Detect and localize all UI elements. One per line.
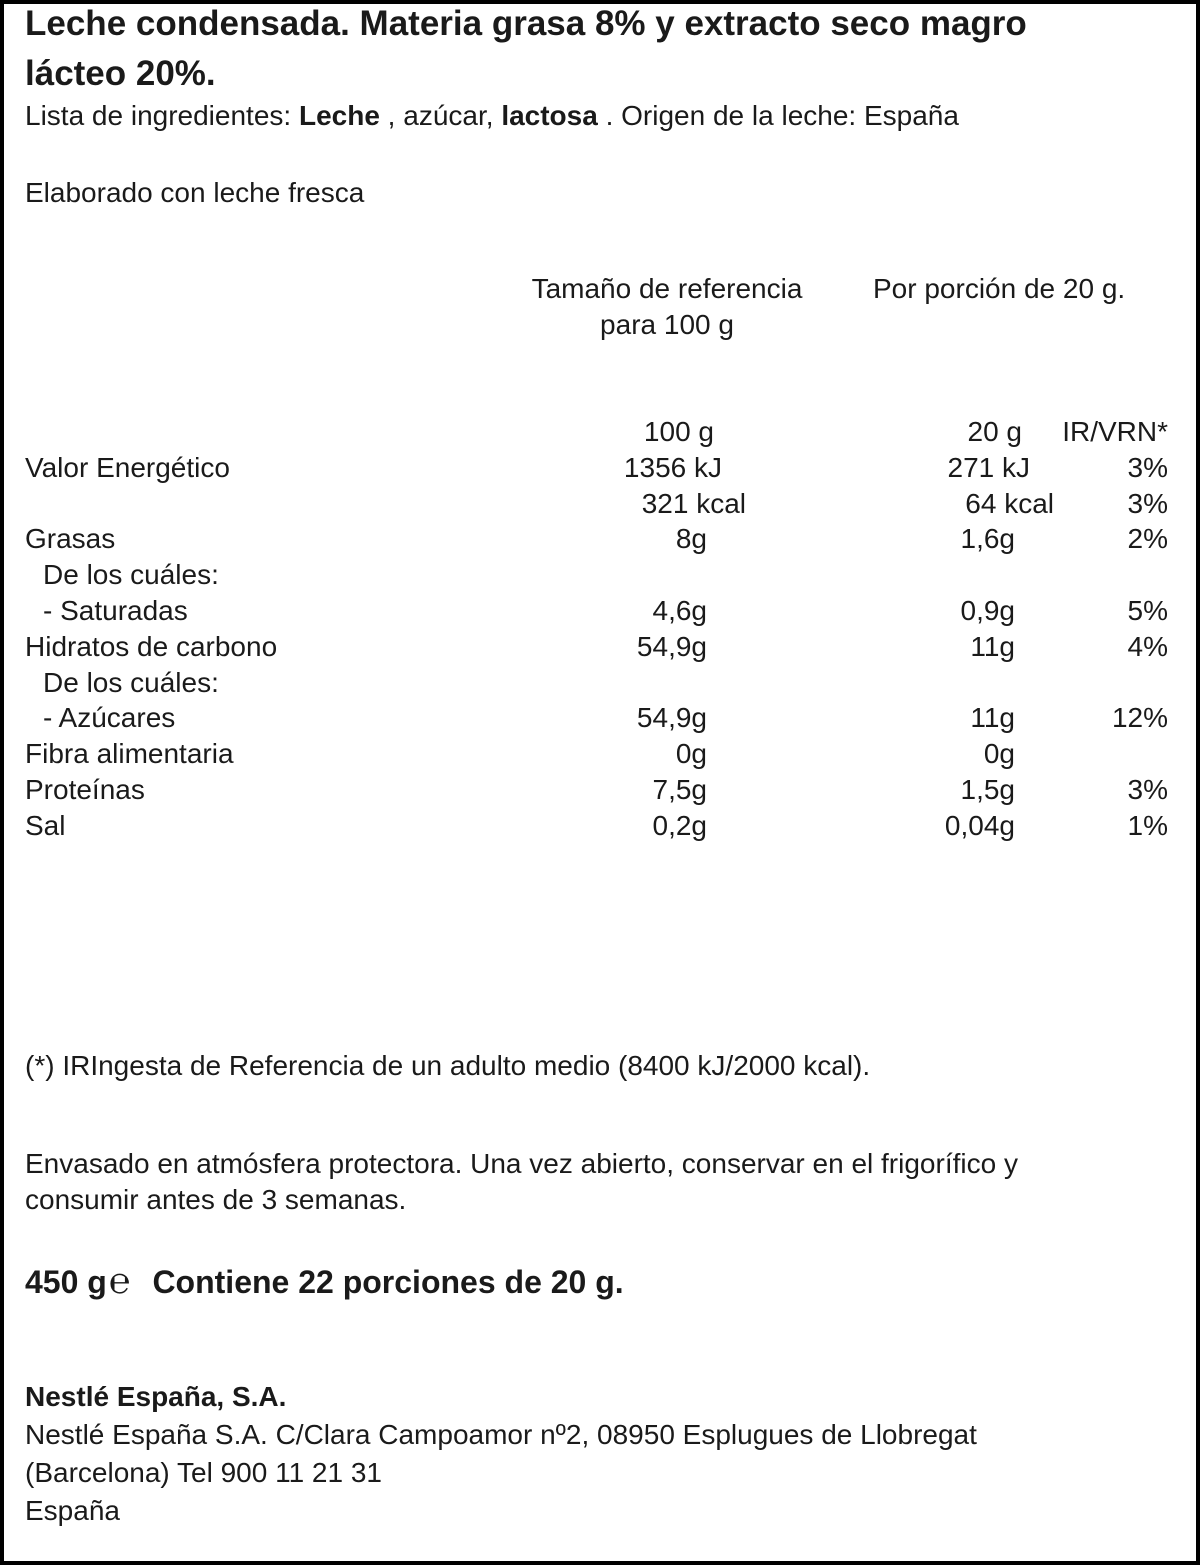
row-label-carbs: Hidratos de carbono	[25, 631, 278, 662]
row-kcal-ir: 3%	[1127, 488, 1168, 519]
footnote: (*) IRIngesta de Referencia de un adulto medio (8400 kJ/2000 kcal).	[25, 1050, 871, 1081]
company-address-line-2: (Barcelona) Tel 900 11 21 31	[25, 1457, 382, 1488]
row-salt-20: 0,04g	[944, 810, 1015, 841]
ingredients-line	[25, 99, 959, 133]
row-sugars-20: 11g	[970, 702, 1015, 733]
row-kcal-20: 64 kcal	[965, 488, 1054, 519]
ingredient-lactosa: lactosa	[501, 100, 598, 131]
row-fat-100: 8g	[675, 523, 707, 554]
row-label-fat: Grasas	[25, 523, 116, 554]
row-protein-ir: 3%	[1127, 774, 1168, 805]
ingredients-separator: , azúcar,	[379, 100, 502, 131]
col-header-ir: IR/VRN*	[1062, 416, 1168, 447]
portions-count: Contiene 22 porciones de 20 g.	[152, 1264, 624, 1300]
row-label-sugars: - Azúcares	[43, 702, 176, 733]
row-sugars-ir: 12%	[1111, 702, 1168, 733]
row-sugars-100: 54,9g	[636, 702, 707, 733]
row-fat-ir: 2%	[1127, 523, 1168, 554]
storage-line-1: Envasado en atmósfera protectora. Una vez abierto, conservar en el frigorífico y	[25, 1148, 1018, 1179]
row-salt-ir: 1%	[1127, 810, 1168, 841]
ingredients-suffix: . Origen de la leche: España	[597, 100, 959, 131]
row-saturated-100: 4,6g	[652, 595, 707, 626]
row-label-of-which-1: De los cuáles:	[43, 559, 219, 590]
row-carbs-100: 54,9g	[636, 631, 707, 662]
row-salt-100: 0,2g	[652, 810, 707, 841]
row-saturated-ir: 5%	[1127, 595, 1168, 626]
ref-size-header-1: Tamaño de referencia	[531, 273, 803, 304]
product-title-line-2: lácteo 20%.	[25, 54, 216, 93]
row-label-fibre: Fibra alimentaria	[25, 738, 234, 769]
company-country: España	[25, 1495, 120, 1526]
portion-header: Por porción de 20 g.	[873, 273, 1126, 304]
row-label-salt: Sal	[25, 810, 66, 841]
row-fibre-100: 0g	[675, 738, 707, 769]
row-fat-20: 1,6g	[960, 523, 1015, 554]
row-carbs-ir: 4%	[1127, 631, 1168, 662]
row-energy-20: 271 kJ	[947, 452, 1030, 483]
net-quantity-line	[25, 1262, 624, 1301]
company-address-line-1: Nestlé España S.A. C/Clara Campoamor nº2, 08950 Esplugues de Llobregat	[25, 1419, 977, 1450]
row-label-saturated: - Saturadas	[43, 595, 188, 626]
ingredient-leche: Leche	[298, 100, 380, 131]
ingredients-prefix: Lista de ingredientes:	[25, 100, 299, 131]
ref-size-header-2: para 100 g	[600, 309, 734, 340]
product-title-line-1: Leche condensada. Materia grasa 8% y extracto seco magro	[25, 4, 1027, 43]
row-saturated-20: 0,9g	[960, 595, 1015, 626]
row-energy-100: 1356 kJ	[623, 452, 722, 483]
company-name: Nestlé España, S.A.	[25, 1381, 287, 1412]
net-weight: 450 g	[25, 1264, 107, 1300]
row-label-protein: Proteínas	[25, 774, 145, 805]
estimated-sign-icon: ℮	[108, 1260, 131, 1301]
product-claim: Elaborado con leche fresca	[25, 177, 365, 208]
col-header-20g: 20 g	[967, 416, 1022, 447]
row-label-energy: Valor Energético	[25, 452, 230, 483]
row-protein-100: 7,5g	[652, 774, 707, 805]
row-protein-20: 1,5g	[960, 774, 1015, 805]
storage-line-2: consumir antes de 3 semanas.	[25, 1184, 407, 1215]
row-kcal-100: 321 kcal	[641, 488, 746, 519]
row-fibre-20: 0g	[983, 738, 1015, 769]
row-energy-ir: 3%	[1127, 452, 1168, 483]
row-carbs-20: 11g	[970, 631, 1015, 662]
row-label-of-which-2: De los cuáles:	[43, 667, 219, 698]
col-header-100g: 100 g	[643, 416, 714, 447]
